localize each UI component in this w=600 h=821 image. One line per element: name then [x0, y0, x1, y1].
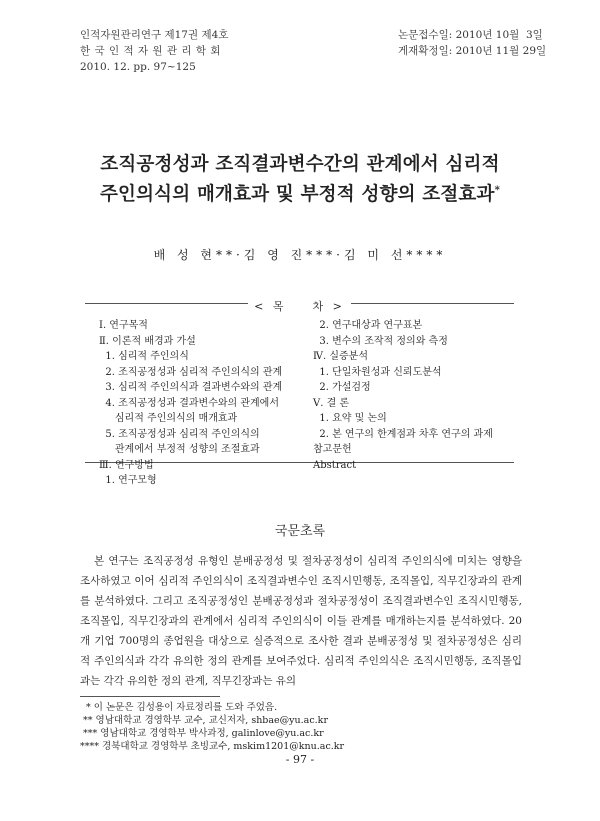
submission-dates [398, 27, 546, 59]
footnote-author1: ** 영남대학교 경영학부 교수, 교신저자, shbae@yu.ac.kr [80, 715, 328, 726]
toc-item: Ⅱ. 이론적 배경과 가설 [99, 335, 196, 347]
toc-item: 1. 심리적 주인의식 [99, 351, 189, 362]
journal-info [80, 27, 228, 75]
toc-item: 관계에서 부정적 성향의 조절효과 [99, 444, 260, 455]
toc-item: 2. 본 연구의 한계점과 차후 연구의 과제 [313, 428, 493, 440]
footnote-acknowledgement: * 이 논문은 김성용이 자료정리를 도와 주었음. [80, 702, 278, 713]
abstract-heading: 국문초록 [274, 524, 326, 539]
toc-item: 2. 연구대상과 연구표본 [313, 320, 423, 331]
footnote-author2: *** 영남대학교 경영학부 박사과정, galinlove@yu.ac.kr [80, 728, 324, 739]
toc-item: 3. 심리적 주인의식과 결과변수와의 관계 [99, 382, 283, 393]
accepted-date: 게재확정일: 2010년 11월 29일 [398, 45, 547, 57]
toc-item: Abstract [313, 459, 357, 471]
toc-left-column [99, 318, 282, 489]
footnote-divider [80, 696, 220, 697]
toc-item: Ⅳ. 실증분석 [313, 351, 368, 362]
toc-item: 참고문헌 [313, 444, 352, 455]
footnotes [80, 701, 344, 753]
journal-name: 인적자원관리연구 제17권 제4호 [80, 29, 229, 41]
paper-title-line2-text: 주인의식의 매개효과 및 부정적 성향의 조절효과 [99, 184, 495, 205]
toc-item: Ⅲ. 연구방법 [99, 459, 154, 471]
toc-heading-wrap [85, 295, 514, 314]
toc-right-column [313, 318, 493, 473]
toc-item: 1. 연구모형 [99, 475, 157, 486]
toc-item: 2. 가설검정 [313, 382, 371, 393]
issue-pages: 2010. 12. pp. 97~125 [80, 61, 196, 73]
toc-item: 1. 단일차원성과 신뢰도분석 [313, 366, 442, 378]
abstract-body: 본 연구는 조직공정성 유형인 분배공정성 및 절차공정성이 심리적 주인의식에 미치는 영향을 조사하였고 이어 심리적 주인의식이 조직결과변수인 조직시민행동, 조직몰입, 직무긴장과의 관계를 분석하였다. 그리고 조직공정성인 분배공정성과 절차공정성이 조직결과변수인 조직시민행동, 조직몰입, 직무긴장과의 관계에서 심리적 주인의식이 이들 관계를 매개하는지를 분석하였다. 20개 기업 700명의 종업원을 대상으로 실증적으로 조사한 결과 분배공정성 및 절차공정성은 심리적 주인의식과 각각 유의한 정의 관계를 보여주었다. 심리적 주인의식은 조직시민행동, 조직몰입과는 각각 유의한 정의 관계, 직무긴장과는 유의 [80, 555, 522, 687]
received-date: 논문접수일: 2010년 10월 3일 [398, 29, 543, 41]
toc-item: 5. 조직공정성과 심리적 주인의식의 [99, 428, 260, 440]
toc-item: 3. 변수의 조작적 정의와 측정 [313, 335, 448, 347]
footnote-author3: **** 경북대학교 경영학부 초빙교수, mskim1201@knu.ac.kr [80, 741, 345, 752]
title-footnote-mark: * [494, 184, 501, 196]
paper-title-line2 [0, 180, 600, 206]
authors: 배 성 현**·김 영 진***·김 미 선**** [153, 248, 447, 262]
toc-item: 4. 조직공정성과 결과변수와의 관계에서 [99, 397, 279, 409]
table-of-contents [85, 300, 514, 486]
society-name: 한 국 인 적 자 원 관 리 학 회 [80, 45, 221, 57]
toc-heading: < 목 차 > [248, 300, 351, 313]
toc-item: Ⅰ. 연구목적 [99, 320, 148, 331]
page-number: - 97 - [285, 753, 315, 766]
paper-title-line1: 조직공정성과 조직결과변수간의 관계에서 심리적 [100, 154, 500, 175]
toc-item: Ⅴ. 결 론 [313, 397, 350, 409]
toc-item: 심리적 주인의식의 매개효과 [99, 413, 238, 424]
toc-item: 1. 요약 및 논의 [313, 413, 387, 424]
toc-item: 2. 조직공정성과 심리적 주인의식의 관계 [99, 366, 283, 378]
